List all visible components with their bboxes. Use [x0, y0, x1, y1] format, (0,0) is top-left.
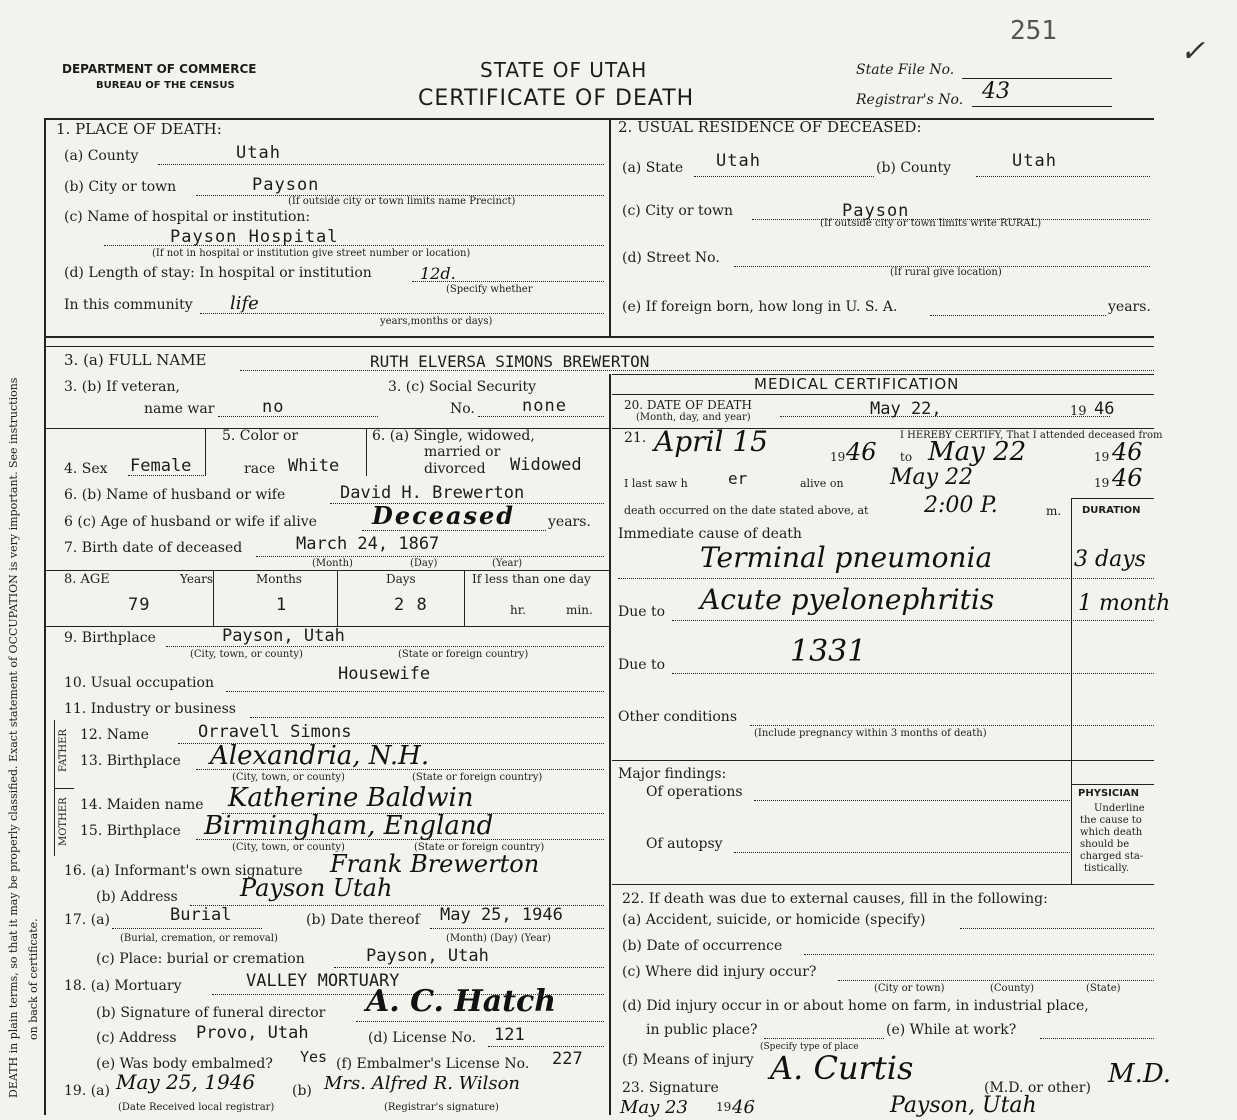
certificate-title: CERTIFICATE OF DEATH	[418, 86, 695, 111]
due1-duration: 1 month	[1078, 591, 1171, 616]
physician-signature: A. Curtis	[770, 1049, 914, 1087]
death-year-prefix: 19	[1070, 404, 1087, 419]
mother-bp-note-1: (City, town, or county)	[232, 842, 345, 853]
page-number: 251	[1010, 16, 1057, 46]
immediate-cause-label: Immediate cause of death	[618, 526, 802, 542]
received-label: 19. (a)	[64, 1083, 110, 1099]
birthdate-value: March 24, 1867	[296, 534, 440, 554]
alive-year-value: 46	[1112, 464, 1143, 492]
pod-city-value: Payson	[252, 175, 320, 195]
physician-note-3: which death	[1080, 827, 1143, 838]
race-value: White	[288, 456, 340, 476]
embalmer-label: (f) Embalmer's License No.	[336, 1056, 530, 1072]
war-label: name war	[144, 401, 215, 417]
age-months-head: Months	[256, 572, 302, 586]
spouse-years-label: years.	[548, 514, 591, 530]
license-label: (d) License No.	[368, 1030, 477, 1046]
birthdate-label: 7. Birth date of deceased	[64, 540, 243, 556]
birthplace-note-2: (State or foreign country)	[398, 649, 529, 660]
other-conditions-note: (Include pregnancy within 3 months of death)	[754, 728, 987, 739]
age-months-value: 1	[276, 595, 288, 615]
age-less-label: If less than one day	[472, 572, 591, 586]
birthplace-note-1: (City, town, or county)	[190, 649, 303, 660]
external-c-note-1: (City or town)	[874, 983, 945, 994]
death-time-value: 2:00 P.	[924, 493, 998, 518]
external-heading: 22. If death was due to external causes, fill in the following:	[622, 891, 1048, 907]
signature-date: May 23	[620, 1097, 688, 1118]
director-sig-value: A. C. Hatch	[366, 984, 557, 1019]
mother-tag: MOTHER	[58, 797, 69, 846]
signature-address: Payson, Utah	[890, 1093, 1037, 1118]
medical-heading: MEDICAL CERTIFICATION	[754, 375, 960, 393]
md-value: M.D.	[1108, 1059, 1172, 1089]
residence-heading: 2. USUAL RESIDENCE OF DECEASED:	[618, 118, 922, 136]
burial-date-value: May 25, 1946	[440, 905, 563, 925]
father-bp-note-2: (State or foreign country)	[412, 772, 543, 783]
pod-units-note: years,months or days)	[380, 316, 493, 327]
place-of-death-heading: 1. PLACE OF DEATH:	[56, 120, 222, 138]
registrar-sig-label: (b)	[292, 1083, 312, 1099]
burial-place-value: Payson, Utah	[366, 946, 489, 966]
death-date-value: May 22,	[870, 399, 942, 419]
embalmed-label: (e) Was body embalmed?	[96, 1056, 273, 1072]
burial-place-label: (c) Place: burial or cremation	[96, 951, 305, 967]
age-days-head: Days	[386, 572, 416, 586]
occupation-label: 10. Usual occupation	[64, 675, 214, 691]
director-label: (b) Signature of funeral director	[96, 1005, 326, 1021]
mother-bp-value: Birmingham, England	[204, 811, 494, 841]
embalmed-value: Yes	[300, 1048, 328, 1066]
marital-value: Widowed	[510, 455, 582, 475]
burial-date-note: (Month) (Day) (Year)	[446, 933, 551, 944]
birthdate-day-note: (Day)	[410, 558, 438, 569]
due2-value: 1331	[790, 634, 867, 669]
director-address-value: Provo, Utah	[196, 1023, 309, 1043]
last-saw-label: I last saw h	[624, 477, 688, 490]
res-years-label: years.	[1108, 299, 1151, 315]
md-label: (M.D. or other)	[984, 1080, 1091, 1096]
birthdate-month-note: (Month)	[312, 558, 353, 569]
fullname-label: 3. (a) FULL NAME	[64, 351, 207, 369]
attended-from-year-prefix: 19	[830, 450, 846, 464]
external-f-label: (f) Means of injury	[622, 1052, 754, 1068]
pod-hospital-note: (If not in hospital or institution give street number or location)	[152, 248, 471, 259]
age-years-head: Years	[180, 572, 214, 586]
ss-label: 3. (c) Social Security	[388, 379, 537, 395]
informant-address-value: Payson Utah	[240, 874, 393, 902]
embalmer-value: 227	[552, 1049, 583, 1069]
marital-label-3: divorced	[424, 461, 486, 477]
attended-to-label: to	[900, 450, 913, 464]
external-c-label: (c) Where did injury occur?	[622, 964, 817, 980]
color-label: 5. Color or	[222, 428, 299, 444]
alive-year-prefix: 19	[1094, 476, 1110, 490]
burial-method-value: Burial	[170, 905, 232, 925]
res-county-value: Utah	[1012, 151, 1057, 171]
margin-instructions-2: on back of certificate.	[27, 918, 40, 1040]
death-date-note: (Month, day, and year)	[636, 412, 751, 423]
fullname-value: RUTH ELVERSA SIMONS BREWERTON	[370, 352, 650, 371]
received-date-value: May 25, 1946	[116, 1070, 256, 1094]
occupation-value: Housewife	[338, 664, 431, 684]
death-year-value: 46	[1094, 399, 1115, 419]
age-years-value: 79	[128, 595, 151, 615]
pod-county-value: Utah	[236, 143, 281, 163]
physician-note-6: tistically.	[1084, 863, 1130, 874]
mortuary-value: VALLEY MORTUARY	[246, 971, 400, 991]
pod-stay-label: (d) Length of stay: In hospital or institution	[64, 265, 372, 281]
res-street-label: (d) Street No.	[622, 250, 720, 266]
res-state-label: (a) State	[622, 160, 684, 176]
father-tag: FATHER	[58, 729, 69, 772]
burial-label: 17. (a)	[64, 912, 110, 928]
sex-label: 4. Sex	[64, 461, 108, 477]
spouse-age-value: Deceased	[372, 501, 516, 530]
mother-name-label: 14. Maiden name	[80, 797, 204, 813]
due1-value: Acute pyelonephritis	[700, 583, 995, 616]
external-d-label-2: in public place?	[646, 1022, 758, 1038]
spouse-label: 6. (b) Name of husband or wife	[64, 487, 286, 503]
age-label: 8. AGE	[64, 572, 110, 587]
pod-hospital-value: Payson Hospital	[170, 227, 339, 247]
physician-note-2: the cause to	[1080, 815, 1142, 826]
license-value: 121	[494, 1025, 525, 1045]
pod-city-note: (If outside city or town limits name Precinct)	[288, 196, 516, 207]
res-city-value: Payson	[842, 201, 910, 221]
external-b-label: (b) Date of occurrence	[622, 938, 783, 954]
mother-bp-label: 15. Birthplace	[80, 823, 181, 839]
registrar-label: Registrar's No.	[856, 92, 964, 108]
external-c-note-3: (State)	[1086, 983, 1121, 994]
father-bp-note-1: (City, town, or county)	[232, 772, 345, 783]
pod-community-label: In this community	[64, 297, 193, 313]
res-street-note: (If rural give location)	[890, 267, 1002, 278]
res-city-label: (c) City or town	[622, 203, 734, 219]
alive-on-label: alive on	[800, 477, 844, 490]
registrar-note: (Registrar's signature)	[384, 1102, 499, 1113]
certify-text: I HEREBY CERTIFY, That I attended deceased from	[900, 430, 1163, 441]
pod-county-label: (a) County	[64, 148, 139, 164]
father-name-value: Orravell Simons	[198, 722, 352, 742]
pod-city-label: (b) City or town	[64, 179, 177, 195]
age-min-label: min.	[566, 603, 593, 617]
age-hr-label: hr.	[510, 603, 526, 617]
checkmark-icon: ✓	[1180, 34, 1206, 69]
attended-to-value: May 22	[928, 437, 1027, 467]
registrar-number: 43	[982, 79, 1010, 104]
signature-year: 46	[732, 1097, 755, 1118]
mortuary-label: 18. (a) Mortuary	[64, 978, 182, 994]
physician-note-4: should be	[1080, 839, 1130, 850]
immediate-cause-duration: 3 days	[1074, 547, 1146, 572]
father-bp-value: Alexandria, N.H.	[210, 741, 430, 771]
informant-sig-value: Frank Brewerton	[330, 850, 540, 878]
external-a-label: (a) Accident, suicide, or homicide (specify)	[622, 912, 926, 928]
age-days-value: 2 8	[394, 595, 428, 615]
death-time-label: death occurred on the date stated above, at	[624, 504, 869, 517]
mother-name-value: Katherine Baldwin	[228, 783, 474, 813]
war-value: no	[262, 397, 285, 417]
pod-community-value: life	[230, 293, 259, 314]
attended-from-year: 46	[846, 438, 877, 466]
marital-label-2: married or	[424, 444, 501, 460]
marital-label: 6. (a) Single, widowed,	[372, 428, 535, 444]
external-e-label: (e) While at work?	[886, 1022, 1017, 1038]
specify-place-note: (Specify type of place	[760, 1042, 859, 1052]
certify-label: 21.	[624, 430, 647, 446]
birthdate-year-note: (Year)	[492, 558, 523, 569]
attended-to-year-prefix: 19	[1094, 450, 1110, 464]
informant-sig-label: 16. (a) Informant's own signature	[64, 863, 303, 879]
pod-hospital-label: (c) Name of hospital or institution:	[64, 209, 311, 225]
autopsy-label: Of autopsy	[646, 836, 723, 852]
birthplace-label: 9. Birthplace	[64, 630, 156, 646]
father-name-label: 12. Name	[80, 727, 149, 743]
department-title: DEPARTMENT OF COMMERCE	[62, 62, 257, 76]
physician-note-5: charged sta-	[1080, 851, 1144, 862]
last-saw-pronoun: er	[728, 469, 748, 488]
due1-label: Due to	[618, 604, 666, 620]
attended-to-year: 46	[1112, 438, 1143, 466]
death-date-label: 20. DATE OF DEATH	[624, 398, 752, 412]
res-foreign-label: (e) If foreign born, how long in U. S. A.	[622, 299, 898, 315]
director-address-label: (c) Address	[96, 1030, 177, 1046]
major-findings-label: Major findings:	[618, 766, 727, 782]
burial-method-note: (Burial, cremation, or removal)	[120, 933, 278, 944]
received-note: (Date Received local registrar)	[118, 1102, 275, 1113]
margin-instructions: DEATH in plain terms, so that it may be properly classified. Exact statement of OCCUPATION is very important. See instructions	[7, 377, 20, 1098]
due2-label: Due to	[618, 657, 666, 673]
physician-head: PHYSICIAN	[1078, 788, 1140, 799]
father-bp-label: 13. Birthplace	[80, 753, 181, 769]
mother-bp-note-2: (State or foreign country)	[414, 842, 545, 853]
industry-label: 11. Industry or business	[64, 701, 236, 717]
duration-head: DURATION	[1082, 505, 1141, 516]
birthplace-value: Payson, Utah	[222, 626, 345, 646]
registrar-sig-value: Mrs. Alfred R. Wilson	[324, 1073, 520, 1094]
operations-label: Of operations	[646, 784, 743, 800]
res-county-label: (b) County	[876, 160, 952, 176]
state-title: STATE OF UTAH	[480, 58, 648, 82]
res-city-note: (If outside city or town limits write RURAL)	[820, 218, 1042, 229]
m-label: m.	[1046, 504, 1062, 518]
spouse-value: David H. Brewerton	[340, 483, 525, 503]
signature-label: 23. Signature	[622, 1080, 719, 1096]
pod-specify-note: (Specify whether	[446, 284, 533, 295]
external-d-label: (d) Did injury occur in or about home on farm, in industrial place,	[622, 998, 1089, 1014]
pod-stay-value: 12d.	[420, 264, 456, 283]
race-label: race	[244, 461, 276, 477]
attended-from-value: April 15	[654, 425, 768, 458]
res-state-value: Utah	[716, 151, 761, 171]
alive-on-value: May 22	[890, 465, 974, 490]
signature-year-prefix: 19	[716, 1100, 732, 1114]
burial-date-label: (b) Date thereof	[306, 912, 420, 928]
ss-no-label: No.	[450, 401, 475, 417]
other-conditions-label: Other conditions	[618, 709, 738, 725]
state-file-label: State File No.	[856, 62, 955, 78]
sex-value: Female	[130, 456, 192, 476]
spouse-age-label: 6 (c) Age of husband or wife if alive	[64, 514, 317, 530]
veteran-label: 3. (b) If veteran,	[64, 379, 180, 395]
immediate-cause-value: Terminal pneumonia	[700, 541, 993, 574]
bureau-title: BUREAU OF THE CENSUS	[96, 80, 235, 91]
informant-address-label: (b) Address	[96, 889, 178, 905]
ss-value: none	[522, 396, 567, 416]
physician-note-1: Underline	[1094, 803, 1145, 814]
external-c-note-2: (County)	[990, 983, 1035, 994]
